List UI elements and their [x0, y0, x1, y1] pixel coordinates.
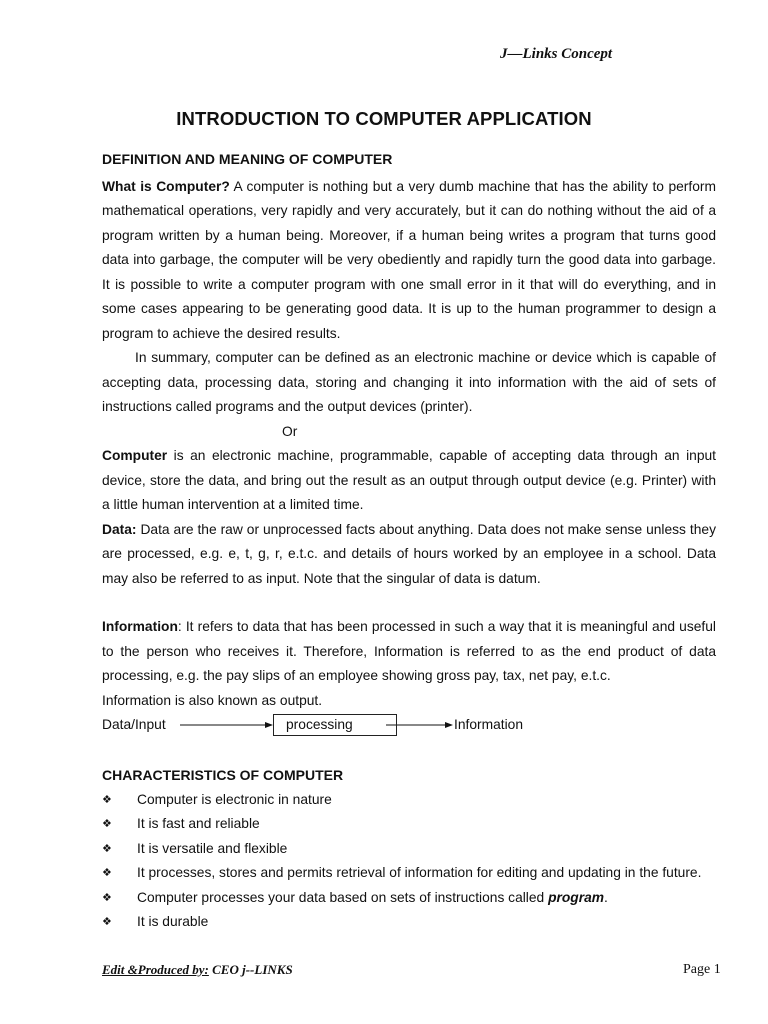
paragraph-text: Data are the raw or unprocessed facts about anything. Data does not make sense unless they are processed, e.g. e, t, g, r, e.t.c. and details of hours worked by an employee in a school. Data may also be referred to as input. Note that the singular of data is datum.	[102, 521, 716, 586]
paragraph-text: : It refers to data that has been processed in such a way that it is meaningful and useful to the person who receives it. Therefore, Information is referred to as the end product of data processing, e.g. the pay slips of an employee showing gross pay, tax, net pay, e.t.c.	[102, 619, 716, 683]
diamond-bullet-icon: ❖	[102, 818, 112, 830]
footer-credit: Edit &Produced by: CEO j--LINKS	[102, 962, 293, 977]
list-item: ❖ It processes, stores and permits retrieval of information for editing and updating in the future.	[102, 861, 716, 886]
or-separator: Or	[282, 423, 298, 439]
paragraph-text: is an electronic machine, programmable, capable of accepting data through an input device, store the data, and bring out the result as an output through output device (e.g. Printer) with a little human intervention at a limited time.	[102, 448, 716, 512]
section-heading-definition: DEFINITION AND MEANING OF COMPUTER	[102, 151, 393, 167]
diamond-bullet-icon: ❖	[102, 793, 112, 806]
list-item: ❖ It is fast and reliable	[102, 812, 716, 837]
emphasis-program: program	[548, 889, 605, 905]
page-number: Page 1	[683, 962, 721, 977]
section-heading-characteristics: CHARACTERISTICS OF COMPUTER	[102, 767, 344, 783]
flow-processing-box: processing	[273, 714, 397, 736]
paragraph-information-output: Information is also known as output.	[102, 692, 323, 708]
characteristics-list	[102, 788, 716, 935]
document-header: J—Links Concept	[500, 46, 613, 62]
list-item: ❖ Computer is electronic in nature	[102, 788, 716, 813]
paragraph-information	[102, 615, 716, 689]
diamond-bullet-icon: ❖	[102, 916, 112, 928]
term-what-is-computer: What is Computer?	[102, 178, 230, 194]
list-item: ❖ It is durable	[102, 910, 716, 935]
diamond-bullet-icon: ❖	[102, 891, 112, 904]
diamond-bullet-icon: ❖	[102, 867, 112, 879]
paragraph-text: A computer is nothing but a very dumb machine that has the ability to perform mathematical operations, very rapidly and very accurately, but it can do nothing without the aid of a program written by a human being. Moreover, if a human being writes a program that turns good data into garbage, the computer will be very obediently and rapidly turn the good data into garbage. It is possible to write a computer program with one small error in it that will do everything, and in some cases appearing to be generating good data. It is up to the human programmer to design a program to achieve the desired results.	[102, 178, 716, 341]
list-item: ❖ Computer processes your data based on sets of instructions called program.	[102, 886, 716, 911]
flow-input-label: Data/Input	[102, 717, 166, 732]
term-data: Data:	[102, 521, 137, 537]
flow-output-label: Information	[454, 717, 524, 732]
term-information: Information	[102, 619, 178, 634]
list-item: ❖ It is versatile and flexible	[102, 837, 716, 862]
document-body	[102, 147, 716, 935]
term-computer: Computer	[102, 448, 168, 463]
document-title: INTRODUCTION TO COMPUTER APPLICATION	[176, 108, 592, 129]
paragraph-computer-definition	[102, 444, 716, 518]
paragraph-data	[102, 518, 716, 592]
paragraph-summary: In summary, computer can be defined as an electronic machine or device which is capable of accepting data, processing data, storing and changing it into information with the aid of sets of instructions called programs and the output devices (printer).	[102, 350, 716, 414]
paragraph-what-is-computer	[102, 175, 716, 347]
diamond-bullet-icon: ❖	[102, 842, 112, 855]
arrow-to-processing	[180, 722, 273, 728]
data-flow-diagram	[102, 713, 716, 739]
